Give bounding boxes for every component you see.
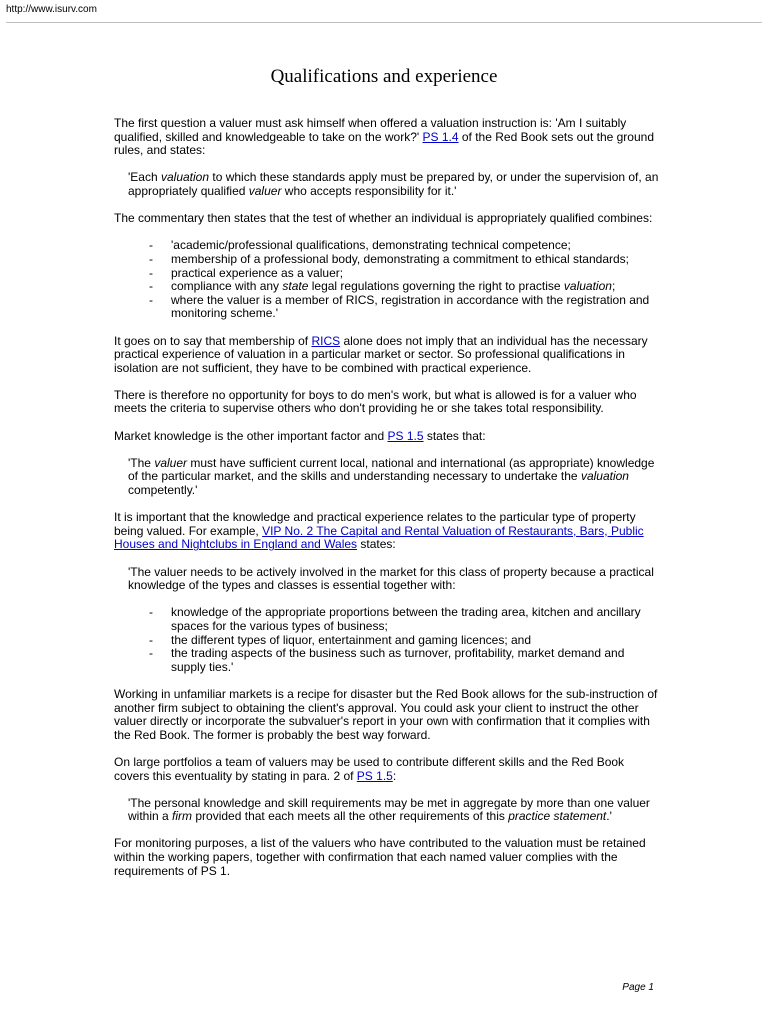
header-divider bbox=[6, 22, 762, 23]
list-item: - the trading aspects of the business such as turnover, profitability, market demand and supply ties.' bbox=[171, 647, 659, 674]
text-span: to which these standards apply must be prepared by, or under the supervision of, an appropriately qualified bbox=[128, 170, 659, 198]
text-span: must have sufficient current local, national and international (as appropriate) knowledge of the particular market, and the skills and understanding necessary to undertake the bbox=[128, 455, 655, 484]
italic-text: valuation bbox=[160, 170, 210, 185]
text-span: compliance with any bbox=[171, 279, 283, 294]
qualification-criteria-list bbox=[114, 239, 659, 321]
text-span: Market knowledge is the other important factor and bbox=[114, 428, 388, 443]
list-item: - the different types of liquor, entertainment and gaming licences; and bbox=[171, 634, 659, 648]
list-item: - knowledge of the appropriate proportions between the trading area, kitchen and ancillary spaces for the various types of business; bbox=[171, 606, 659, 633]
header-url: http://www.isurv.com bbox=[6, 4, 97, 15]
text-span: It is important that the knowledge and practical experience relates to the particular type of property being valued. For example, bbox=[114, 510, 636, 538]
text-span: legal regulations governing the right to practise bbox=[308, 279, 564, 294]
text-span: .' bbox=[606, 809, 612, 824]
quote-ps-1-5 bbox=[128, 457, 659, 498]
paragraph-intro bbox=[114, 117, 659, 158]
link-ps-1-4[interactable]: PS 1.4 bbox=[422, 129, 459, 144]
text-span: who accepts responsibility for it.' bbox=[281, 183, 457, 198]
text-span: provided that each meets all the other requirements of this bbox=[192, 809, 509, 824]
list-item: - membership of a professional body, demonstrating a commitment to ethical standards; bbox=[171, 253, 659, 267]
list-item bbox=[171, 280, 659, 294]
text-span: states: bbox=[357, 537, 396, 552]
text-span: : bbox=[392, 768, 397, 783]
text-span: of the Red Book sets out the ground rules, and states: bbox=[114, 129, 654, 158]
italic-text: valuation bbox=[580, 469, 629, 484]
quote-vip-no-2: 'The valuer needs to be actively involved in the market for this class of property because a practical knowledge of the types and classes is essential together with: bbox=[128, 564, 654, 593]
document-body bbox=[114, 117, 659, 892]
paragraph-market-knowledge bbox=[114, 430, 659, 444]
text-span: 'The bbox=[128, 455, 155, 470]
quote-aggregate-requirements bbox=[128, 797, 659, 824]
list-item: - where the valuer is a member of RICS, registration in accordance with the registration and monitoring scheme.' bbox=[171, 294, 659, 321]
link-vip-no-2[interactable]: VIP No. 2 The Capital and Rental Valuation of Restaurants, Bars, Public Houses and Nightclubs in England and Wales bbox=[114, 523, 644, 552]
italic-text: practice statement bbox=[508, 809, 607, 824]
italic-text: firm bbox=[172, 809, 193, 824]
list-item: - practical experience as a valuer; bbox=[171, 267, 659, 281]
paragraph-property-type bbox=[114, 511, 659, 552]
paragraph-supervision: There is therefore no opportunity for boys to do men's work, but what is allowed is for a valuer who meets the criteria to supervise others who don't providing he or she takes total responsibility. bbox=[114, 387, 637, 416]
italic-text: valuer bbox=[248, 183, 282, 198]
page-number: Page 1 bbox=[622, 982, 654, 993]
list-item: - 'academic/professional qualifications, demonstrating technical competence; bbox=[171, 239, 659, 253]
market-knowledge-list bbox=[114, 606, 659, 674]
paragraph-commentary: The commentary then states that the test of whether an individual is appropriately qualified combines: bbox=[114, 211, 653, 226]
page-title: Qualifications and experience bbox=[270, 66, 498, 87]
italic-text: valuation bbox=[563, 279, 612, 294]
italic-text: state bbox=[282, 279, 309, 294]
text-span: It goes on to say that membership of bbox=[114, 333, 312, 348]
text-span: competently.' bbox=[128, 483, 198, 498]
italic-text: valuer bbox=[154, 455, 187, 470]
link-ps-1-5-para-2[interactable]: PS 1.5 bbox=[356, 768, 393, 783]
text-span: states that: bbox=[423, 428, 486, 443]
link-rics[interactable]: RICS bbox=[311, 333, 341, 348]
quote-ps-1-4 bbox=[128, 171, 659, 198]
text-span: alone does not imply that an individual has the necessary practical experience of valuation in a particular market or sector. So professional qualifications in isolation are not sufficient, they have to be combined with practical experience. bbox=[114, 333, 648, 375]
link-ps-1-5[interactable]: PS 1.5 bbox=[387, 428, 424, 443]
paragraph-unfamiliar-markets: Working in unfamiliar markets is a recipe for disaster but the Red Book allows for the sub-instruction of another firm subject to obtaining the client's approval. You could ask your client to instruct the other valuer directly or incorporate the subvaluer's report in your own with confirmation that it complies with the Red Book. The former is probably the best way forward. bbox=[114, 686, 658, 742]
paragraph-rics bbox=[114, 335, 659, 376]
text-span: 'The personal knowledge and skill requirements may be met in aggregate by more than one valuer within a bbox=[128, 795, 650, 824]
paragraph-monitoring: For monitoring purposes, a list of the valuers who have contributed to the valuation must be retained within the working papers, together with confirmation that each named valuer complies with the requirements of PS 1. bbox=[114, 836, 646, 878]
text-span: ; bbox=[611, 279, 616, 294]
text-span: 'Each bbox=[128, 170, 161, 185]
paragraph-portfolios bbox=[114, 756, 659, 783]
text-span: On large portfolios a team of valuers may be used to contribute different skills and the Red Book covers this eventuality by stating in para. 2 of bbox=[114, 754, 625, 783]
text-span: The first question a valuer must ask himself when offered a valuation instruction is: 'Am I suitably qualified, skilled and knowledgeable to take on the work?' bbox=[114, 116, 627, 144]
